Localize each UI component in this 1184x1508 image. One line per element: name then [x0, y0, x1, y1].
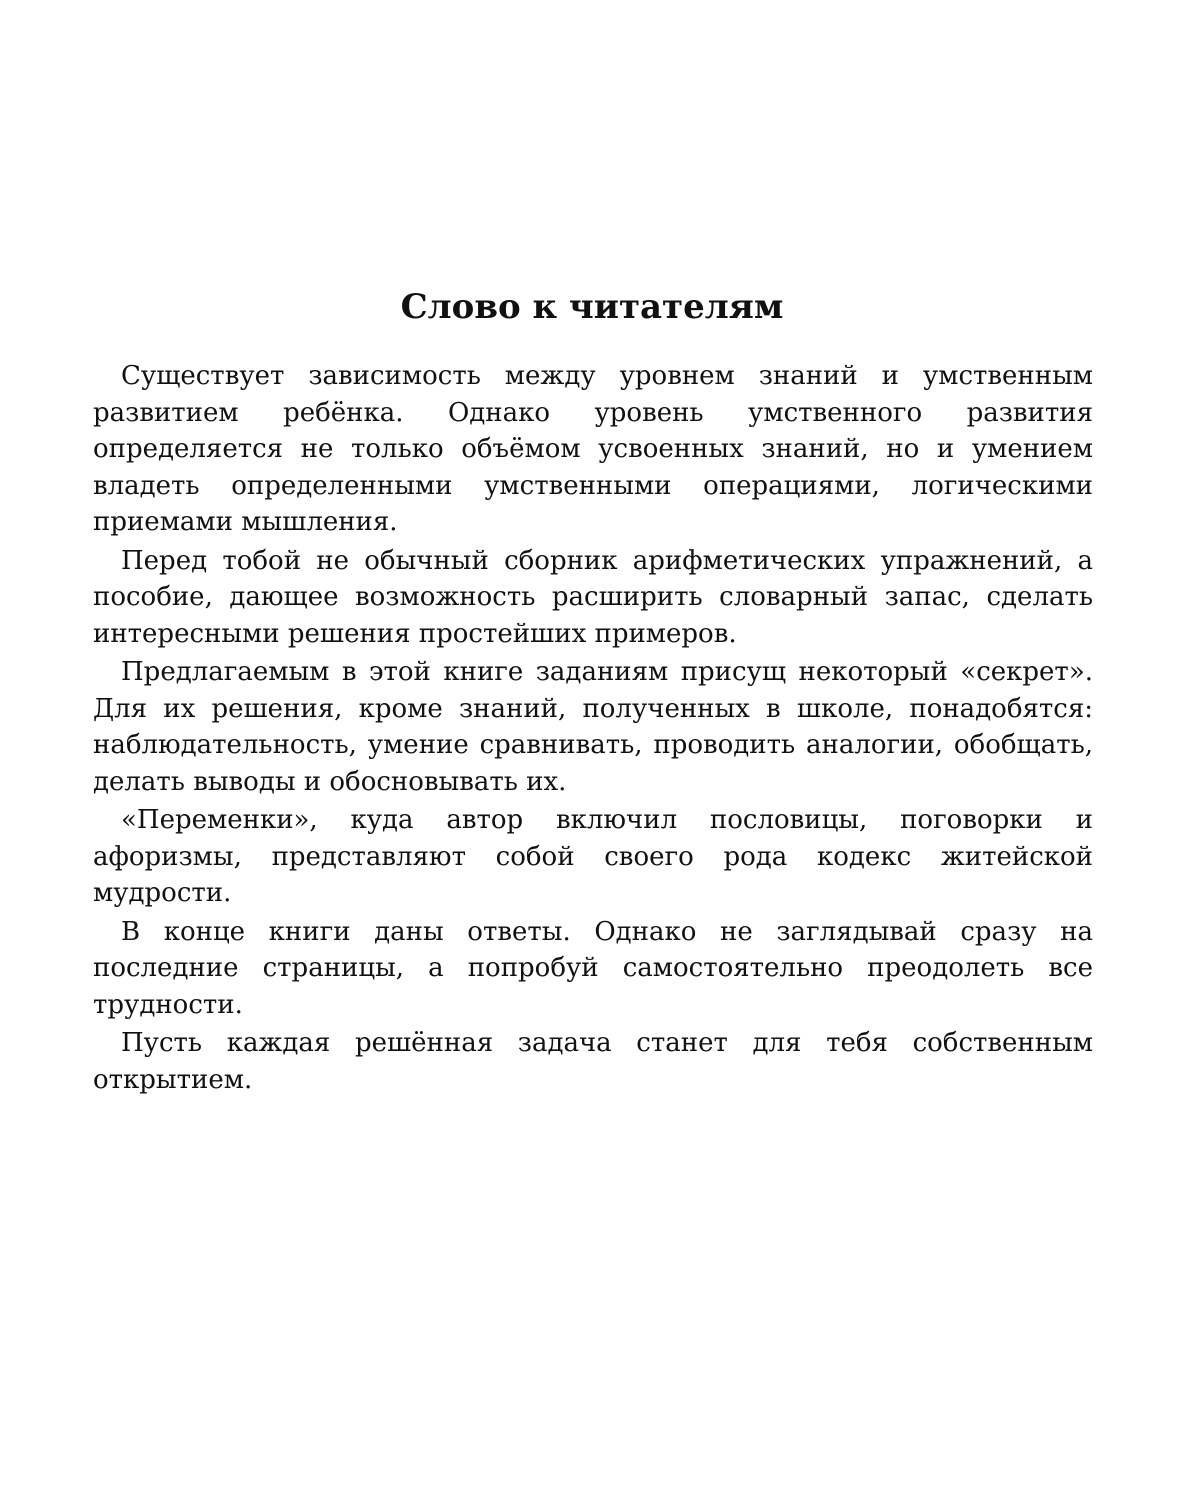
paragraph-3: Предлагаемым в этой книге заданиям присущ некоторый «секрет». Для их решения, кроме знаний, полученных в школе, понадобятся: наблюдательность, умение сравнивать, проводить аналогии, обобщать, делать выводы и обосновывать их. [93, 657, 1093, 797]
page-title: Слово к читателям [400, 287, 784, 327]
body-text [93, 358, 1093, 1098]
paragraph-1: Существует зависимость между уровнем знаний и умственным развитием ребёнка. Однако уровень умственного развития определяется не только объёмом усвоенных знаний, но и умением владеть определенными умственными операциями, логическими приемами мышления. [93, 361, 1093, 537]
paragraph-2: Перед тобой не обычный сборник арифметических упражнений, а пособие, дающее возможность расширить словарный запас, сделать интересными решения простейших примеров. [93, 545, 1093, 649]
paragraph-6: Пусть каждая решённая задача станет для тебя собственным открытием. [93, 1028, 1093, 1095]
paragraph-4: «Переменки», куда автор включил пословицы, поговорки и афоризмы, представляют собой своего рода кодекс житейской мудрости. [93, 805, 1093, 908]
paragraph-5: В конце книги даны ответы. Однако не заглядывай сразу на последние страницы, а попробуй самостоятельно преодолеть все трудности. [93, 916, 1093, 1020]
